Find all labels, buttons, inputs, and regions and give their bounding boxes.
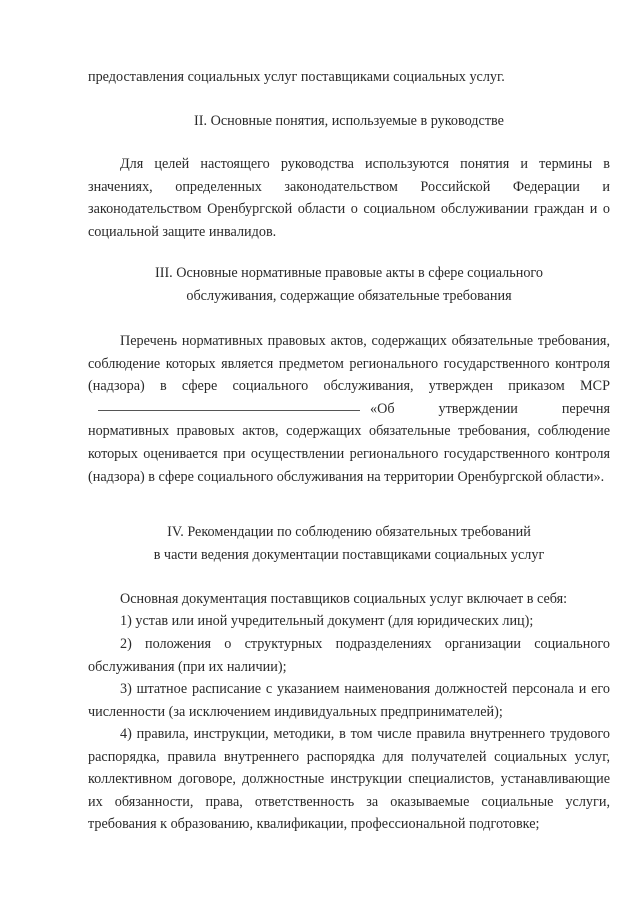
section-3-heading [88, 262, 610, 307]
section-3-heading-line-2: обслуживания, содержащие обязательные требования [186, 287, 512, 304]
list-item: 1) устав или иной учредительный документ (для юридических лиц); [120, 613, 534, 629]
section-2-paragraph: Для целей настоящего руководства используются понятия и термины в значениях, определенных законодательством Российской Федерации и законодательством Оренбургской области о социальном обслуживании граждан и о социальной защите инвалидов. [88, 156, 610, 240]
section-2-heading: II. Основные понятия, используемые в руководстве [194, 113, 504, 129]
section-3-paragraph-part-2: «Об утверждении перечня нормативных правовых актов, содержащих обязательные требования, соблюдение которых оценивается при осуществлении регионального государственного контроля (надзора) в сфере социального обслуживания на территории Оренбургской области». [88, 400, 610, 485]
section-4-intro: Основная документация поставщиков социальных услуг включает в себя: [120, 591, 568, 607]
section-4-heading-line-1: IV. Рекомендации по соблюдению обязательных требований [167, 524, 531, 540]
section-3-heading-line-1: III. Основные нормативные правовые акты в сфере социального [155, 265, 543, 281]
list-item: 4) правила, инструкции, методики, в том числе правила внутреннего трудового распорядка, правила внутреннего распорядка для получателей социальных услуг, коллективном договоре, должностные инструкции специалистов, устанавливающие их обязанности, права, ответственность за оказываемые социальные услуги, требования к образованию, квалификации, профессиональной подготовке; [88, 726, 610, 833]
section-3-paragraph [88, 330, 610, 488]
section-4-heading [88, 521, 610, 566]
list-item: 2) положения о структурных подразделениях организации социального обслуживания (при их наличии); [88, 636, 610, 675]
section-4-heading-line-2: в части ведения документации поставщиками социальных услуг [153, 546, 545, 563]
intro-line: предоставления социальных услуг поставщиками социальных услуг. [88, 69, 505, 85]
section-3-paragraph-part-1: Перечень нормативных правовых актов, содержащих обязательные требования, соблюдение которых является предметом регионального государственного контроля (надзора) в сфере социального обслуживания, утвержден приказом МСР [88, 333, 610, 395]
list-item: 3) штатное расписание с указанием наименования должностей персонала и его численности (за исключением индивидуальных предпринимателей); [88, 681, 610, 720]
order-number-blank-line [98, 409, 360, 411]
